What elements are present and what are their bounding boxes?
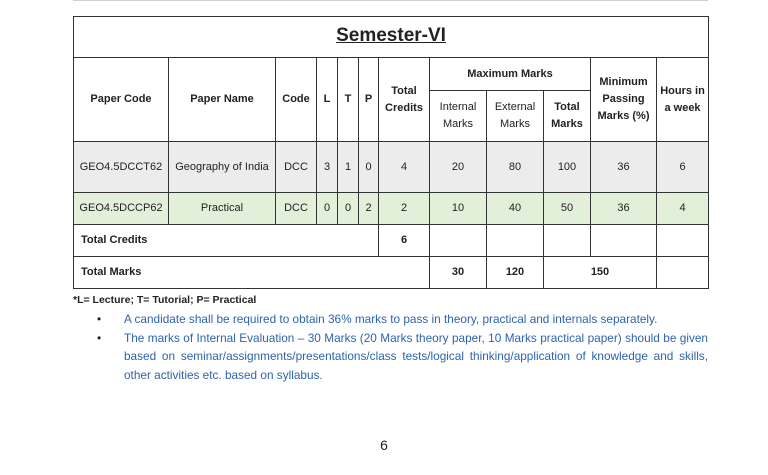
header-paper-code: Paper Code bbox=[74, 58, 169, 142]
table-row bbox=[74, 193, 709, 225]
total-credits-label: Total Credits bbox=[74, 225, 379, 257]
bullet-icon: • bbox=[97, 312, 102, 326]
cell-internal: 20 bbox=[430, 142, 487, 193]
semester-title: Semester-VI bbox=[336, 25, 446, 46]
note-text: The marks of Internal Evaluation – 30 Marks (20 Marks theory paper, 10 Marks practical paper) should be given based on seminar/assignments/presentations/class tests/logical thinking/application of knowledge and skills, other activities etc. based on syllabus. bbox=[124, 330, 708, 382]
cell-internal: 10 bbox=[430, 193, 487, 225]
header-total-marks: Total Marks bbox=[544, 91, 591, 142]
cell-min-pass: 36 bbox=[591, 142, 657, 193]
table-row bbox=[74, 142, 709, 193]
empty-cell bbox=[657, 257, 709, 289]
cell-paper-name: Practical bbox=[169, 193, 276, 225]
header-code: Code bbox=[276, 58, 317, 142]
note-text: A candidate shall be required to obtain 36% marks to pass in theory, practical and internals separately. bbox=[124, 312, 658, 326]
cell-t: 0 bbox=[338, 193, 359, 225]
header-maximum-marks: Maximum Marks bbox=[430, 58, 591, 91]
cell-external: 40 bbox=[487, 193, 544, 225]
header-hours: Hours in a week bbox=[657, 58, 709, 142]
empty-cell bbox=[487, 225, 544, 257]
cell-paper-code: GEO4.5DCCT62 bbox=[74, 142, 169, 193]
header-external-marks: External Marks bbox=[487, 91, 544, 142]
total-credits-row bbox=[74, 225, 709, 257]
cell-l: 3 bbox=[317, 142, 338, 193]
page-number: 6 bbox=[380, 437, 388, 453]
empty-cell bbox=[430, 225, 487, 257]
total-marks-row bbox=[74, 257, 709, 289]
cell-total: 100 bbox=[544, 142, 591, 193]
empty-cell bbox=[657, 225, 709, 257]
total-credits-value: 6 bbox=[379, 225, 430, 257]
list-item bbox=[94, 310, 708, 329]
top-rule bbox=[73, 0, 708, 1]
cell-p: 2 bbox=[359, 193, 379, 225]
total-internal-marks: 30 bbox=[430, 257, 487, 289]
header-p: P bbox=[359, 58, 379, 142]
empty-cell bbox=[544, 225, 591, 257]
total-external-marks: 120 bbox=[487, 257, 544, 289]
notes-list bbox=[94, 310, 708, 384]
cell-paper-code: GEO4.5DCCP62 bbox=[74, 193, 169, 225]
table-title-cell bbox=[74, 17, 709, 58]
lecture-footnote: *L= Lecture; T= Tutorial; P= Practical bbox=[73, 294, 257, 306]
cell-total: 50 bbox=[544, 193, 591, 225]
cell-external: 80 bbox=[487, 142, 544, 193]
header-total-credits: Total Credits bbox=[379, 58, 430, 142]
header-minimum-passing: Minimum Passing Marks (%) bbox=[591, 58, 657, 142]
empty-cell bbox=[591, 225, 657, 257]
cell-hours: 4 bbox=[657, 193, 709, 225]
semester-scheme-table bbox=[73, 16, 709, 289]
cell-min-pass: 36 bbox=[591, 193, 657, 225]
cell-code: DCC bbox=[276, 193, 317, 225]
cell-credits: 2 bbox=[379, 193, 430, 225]
header-t: T bbox=[338, 58, 359, 142]
cell-p: 0 bbox=[359, 142, 379, 193]
grand-total-marks: 150 bbox=[544, 257, 657, 289]
cell-code: DCC bbox=[276, 142, 317, 193]
header-row bbox=[74, 58, 709, 91]
bullet-icon: • bbox=[97, 330, 102, 345]
cell-credits: 4 bbox=[379, 142, 430, 193]
header-l: L bbox=[317, 58, 338, 142]
cell-paper-name: Geography of India bbox=[169, 142, 276, 193]
header-internal-marks: Internal Marks bbox=[430, 91, 487, 142]
list-item bbox=[94, 329, 708, 385]
cell-t: 1 bbox=[338, 142, 359, 193]
cell-l: 0 bbox=[317, 193, 338, 225]
cell-hours: 6 bbox=[657, 142, 709, 193]
header-paper-name: Paper Name bbox=[169, 58, 276, 142]
total-marks-label: Total Marks bbox=[74, 257, 430, 289]
